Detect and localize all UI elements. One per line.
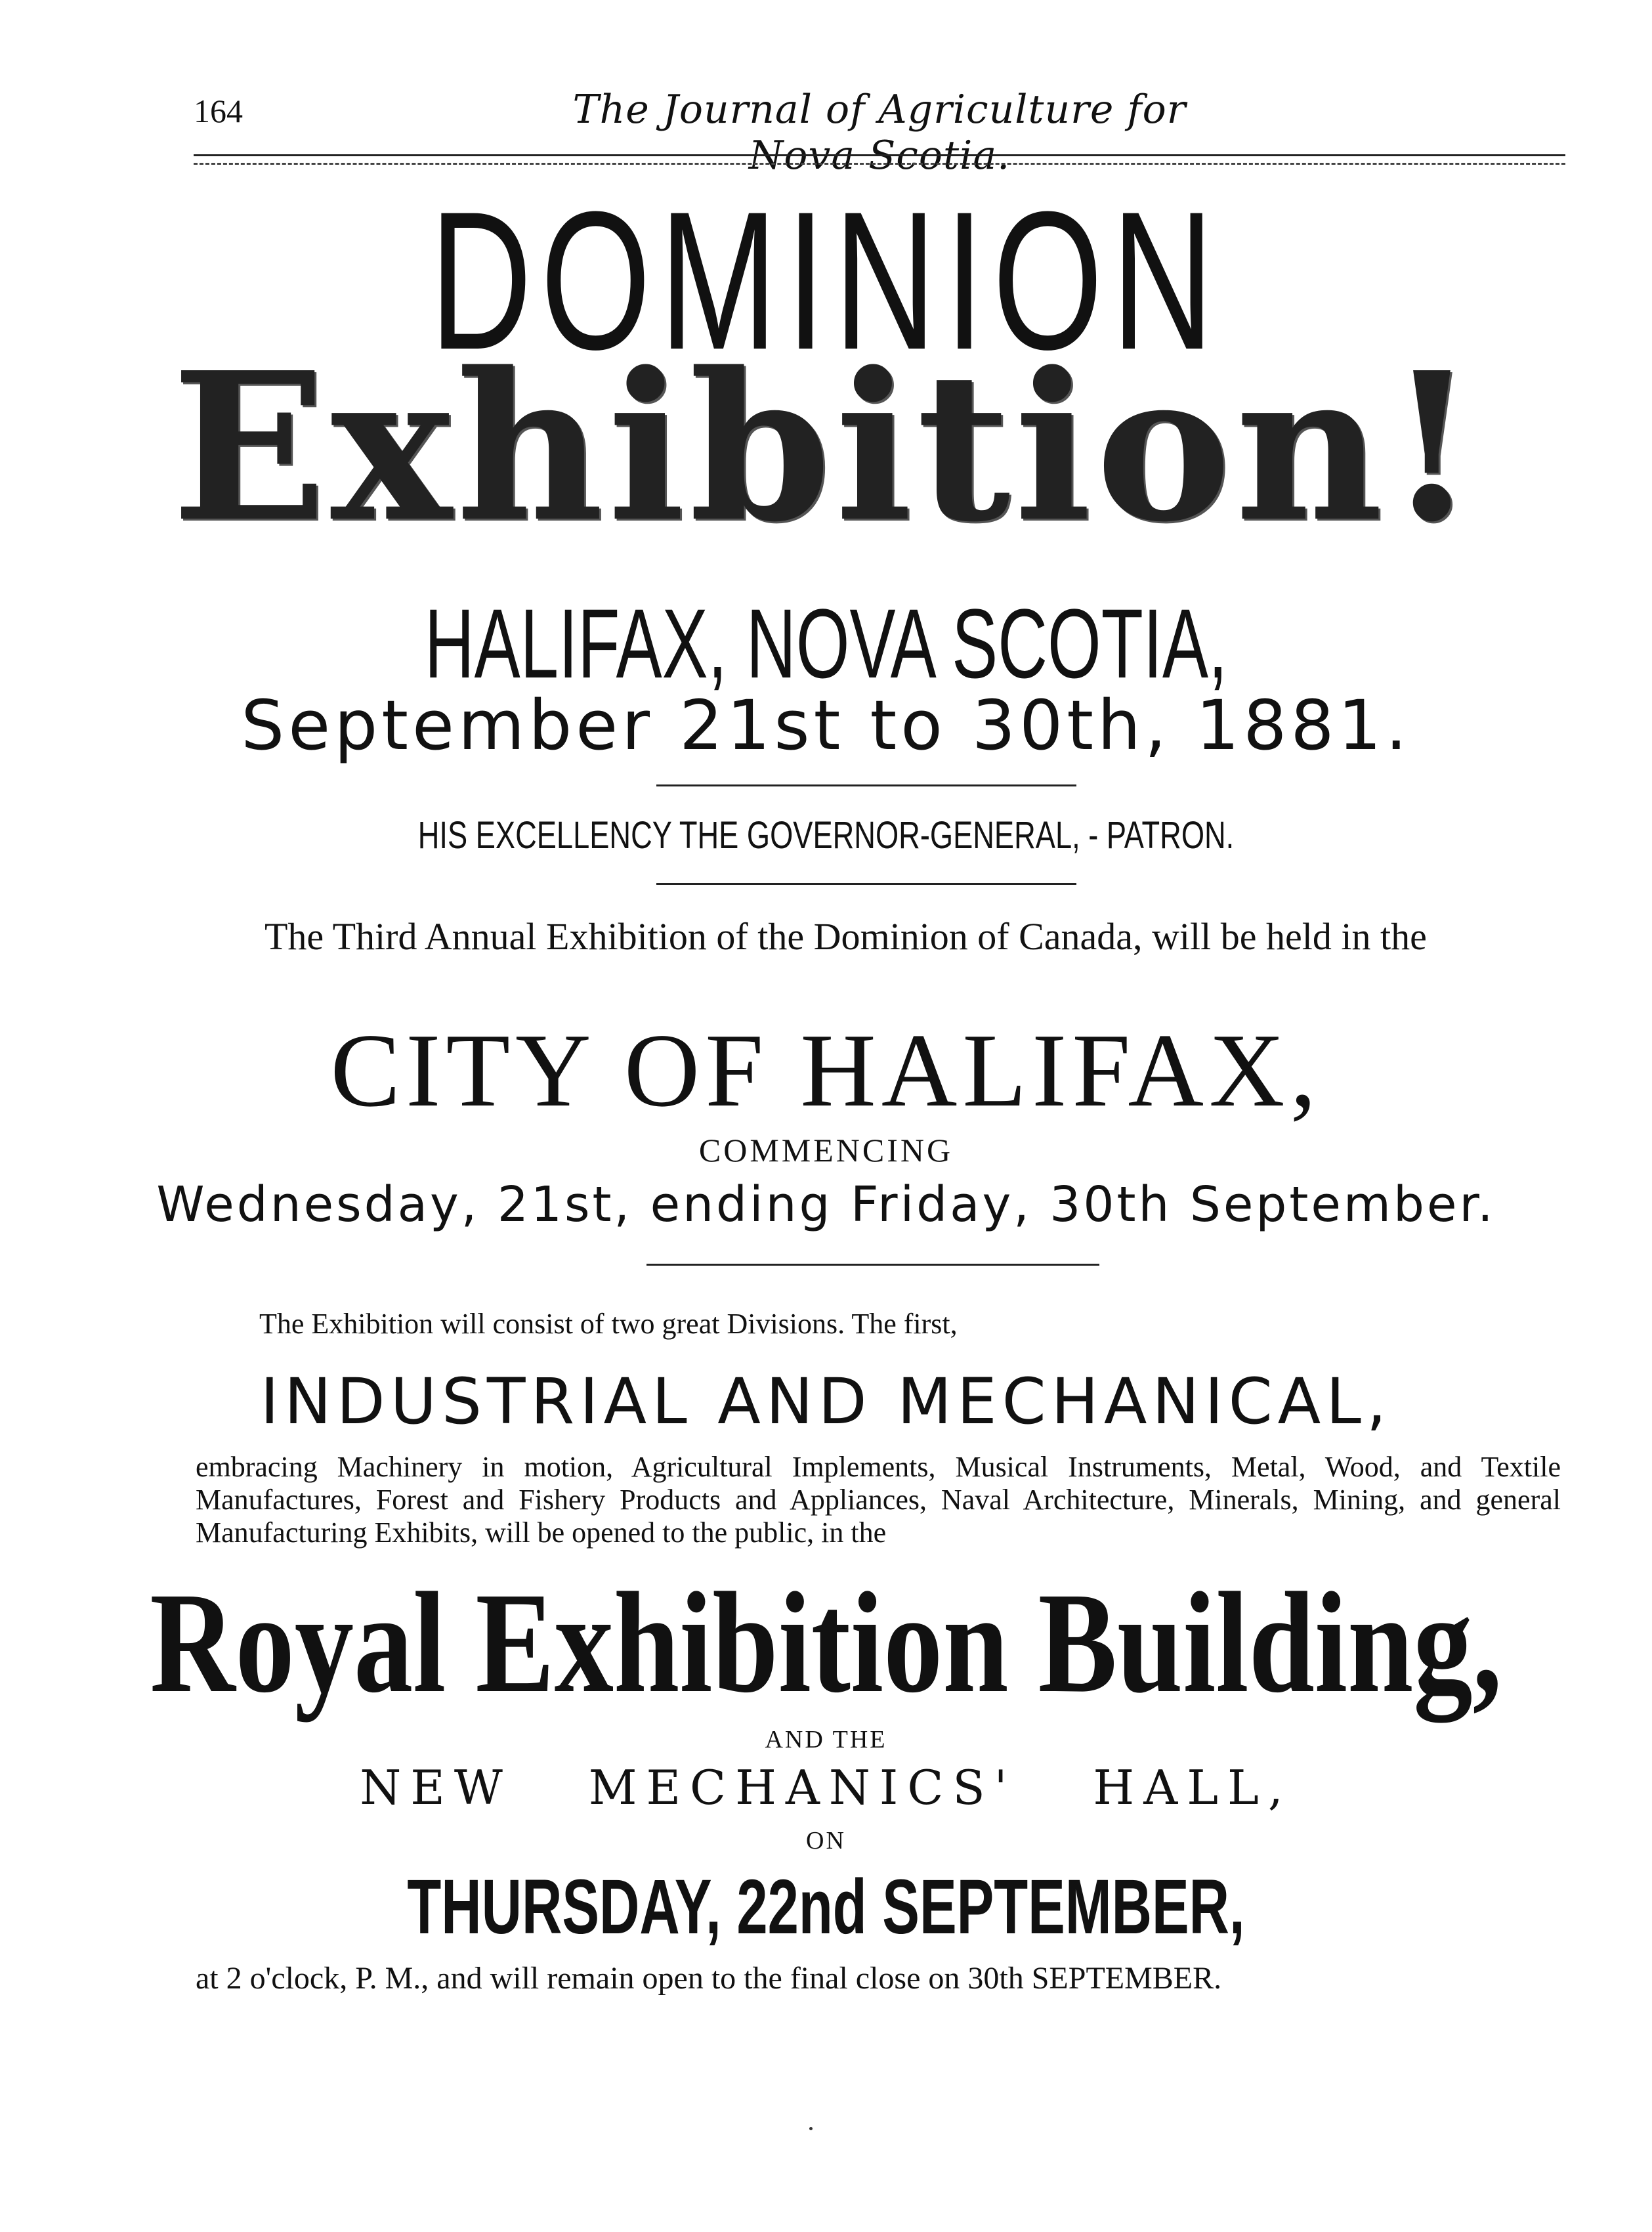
- building-heading: Royal Exhibition Building,: [150, 1562, 1502, 1723]
- header-rule-dashed: [194, 163, 1565, 165]
- dates-heading: September 21st to 30th, 1881.: [241, 685, 1411, 765]
- location-heading: HALIFAX, NOVA SCOTIA,: [424, 588, 1228, 698]
- division-heading: INDUSTRIAL AND MECHANICAL,: [260, 1365, 1392, 1438]
- hall-heading: NEW MECHANICS' HALL,: [360, 1760, 1292, 1815]
- page-dot: [809, 2127, 813, 2130]
- on-label: ON: [806, 1827, 846, 1855]
- city-heading: CITY OF HALIFAX,: [330, 1012, 1322, 1128]
- divider-rule: [646, 1264, 1099, 1266]
- divider-rule: [656, 883, 1076, 885]
- header-rule: [194, 154, 1565, 156]
- commencing-label: COMMENCING: [698, 1132, 954, 1169]
- opening-day-heading: THURSDAY, 22nd SEPTEMBER,: [407, 1864, 1245, 1950]
- closing-line: at 2 o'clock, P. M., and will remain open to the final close on 30th SEPTEMBER.: [196, 1961, 1222, 1996]
- intro-paragraph: The Third Annual Exhibition of the Dominion of Canada, will be held in the: [265, 915, 1427, 958]
- divisions-sentence: The Exhibition will consist of two great Divisions. The first,: [259, 1308, 958, 1340]
- title-exhibition: Exhibition!: [171, 328, 1481, 567]
- patron-line: HIS EXCELLENCY THE GOVERNOR-GENERAL, - PATRON.: [417, 814, 1235, 857]
- schedule-line: Wednesday, 21st, ending Friday, 30th September.: [156, 1176, 1496, 1233]
- running-head: The Journal of Agriculture for Nova Scotia.: [572, 87, 1187, 179]
- embracing-paragraph: embracing Machinery in motion, Agricultural Implements, Musical Instruments, Metal, Wood, and Textile Manufactures, Forest and Fishery Products and Appliances, Naval Architecture, Minerals, Mining, and general Manufacturing Exhibits, will be opened to the public, in the: [196, 1451, 1561, 1549]
- and-the-label: AND THE: [765, 1726, 887, 1753]
- divider-rule: [656, 784, 1076, 786]
- page-number: 164: [194, 93, 243, 129]
- title-dominion: DOMINION: [429, 170, 1223, 391]
